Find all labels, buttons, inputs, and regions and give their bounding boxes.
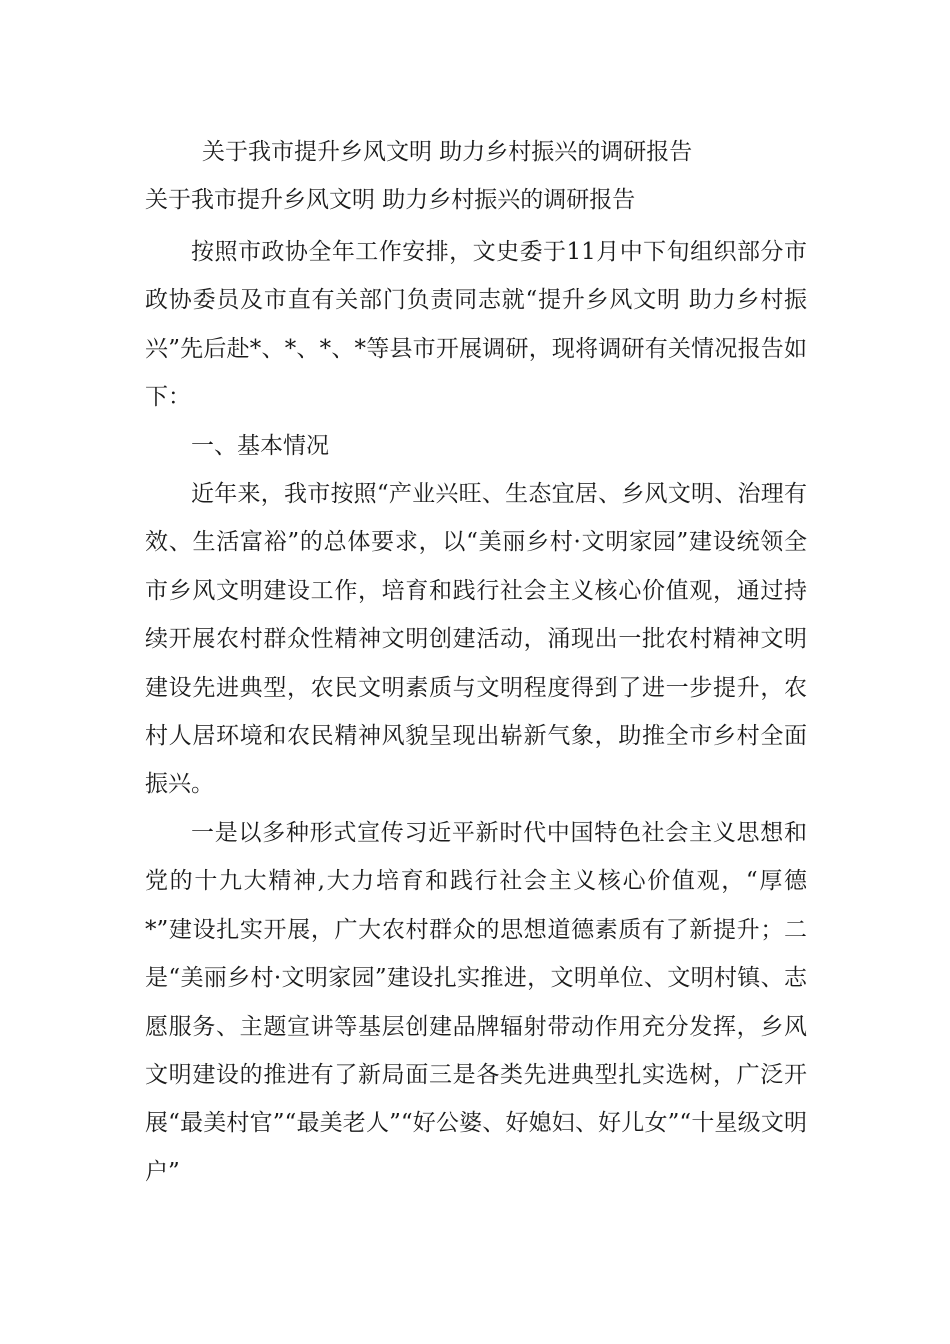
paragraph-intro: 按照市政协全年工作安排，文史委于11月中下旬组织部分市政协委员及市直有关部门负责同志就“提升乡风文明 助力乡村振兴”先后赴*、*、*、*等县市开展调研，现将调研有关情况报告如下：	[145, 239, 807, 411]
paragraph-details: 一是以多种形式宣传习近平新时代中国特色社会主义思想和党的十九大精神,大力培育和践行社会主义核心价值观，“厚德*”建设扎实开展，广大农村群众的思想道德素质有了新提升；二是“美丽乡村·文明家园”建设扎实推进，文明单位、文明村镇、志愿服务、主题宣讲等基层创建品牌辐射带动作用充分发挥，乡风文明建设的推进有了新局面三是各类先进典型扎实选树，广泛开展“最美村官”“最美老人”“好公婆、好媳妇、好儿女”“十星级文明户”	[145, 819, 807, 1185]
section-heading-basic-situation: 一、基本情况	[191, 432, 329, 459]
document-subtitle: 关于我市提升乡风文明 助力乡村振兴的调研报告	[145, 187, 636, 213]
paragraph-overview: 近年来，我市按照“产业兴旺、生态宜居、乡风文明、治理有效、生活富裕”的总体要求，以“美丽乡村·文明家园”建设统领全市乡风文明建设工作，培育和践行社会主义核心价值观，通过持续开展农村群众性精神文明创建活动，涌现出一批农村精神文明建设先进典型，农民文明素质与文明程度得到了进一步提升，农村人居环境和农民精神风貌呈现出崭新气象，助推全市乡村全面振兴。	[145, 481, 807, 798]
document-body	[145, 228, 807, 1196]
document-title: 关于我市提升乡风文明 助力乡村振兴的调研报告	[202, 139, 693, 165]
